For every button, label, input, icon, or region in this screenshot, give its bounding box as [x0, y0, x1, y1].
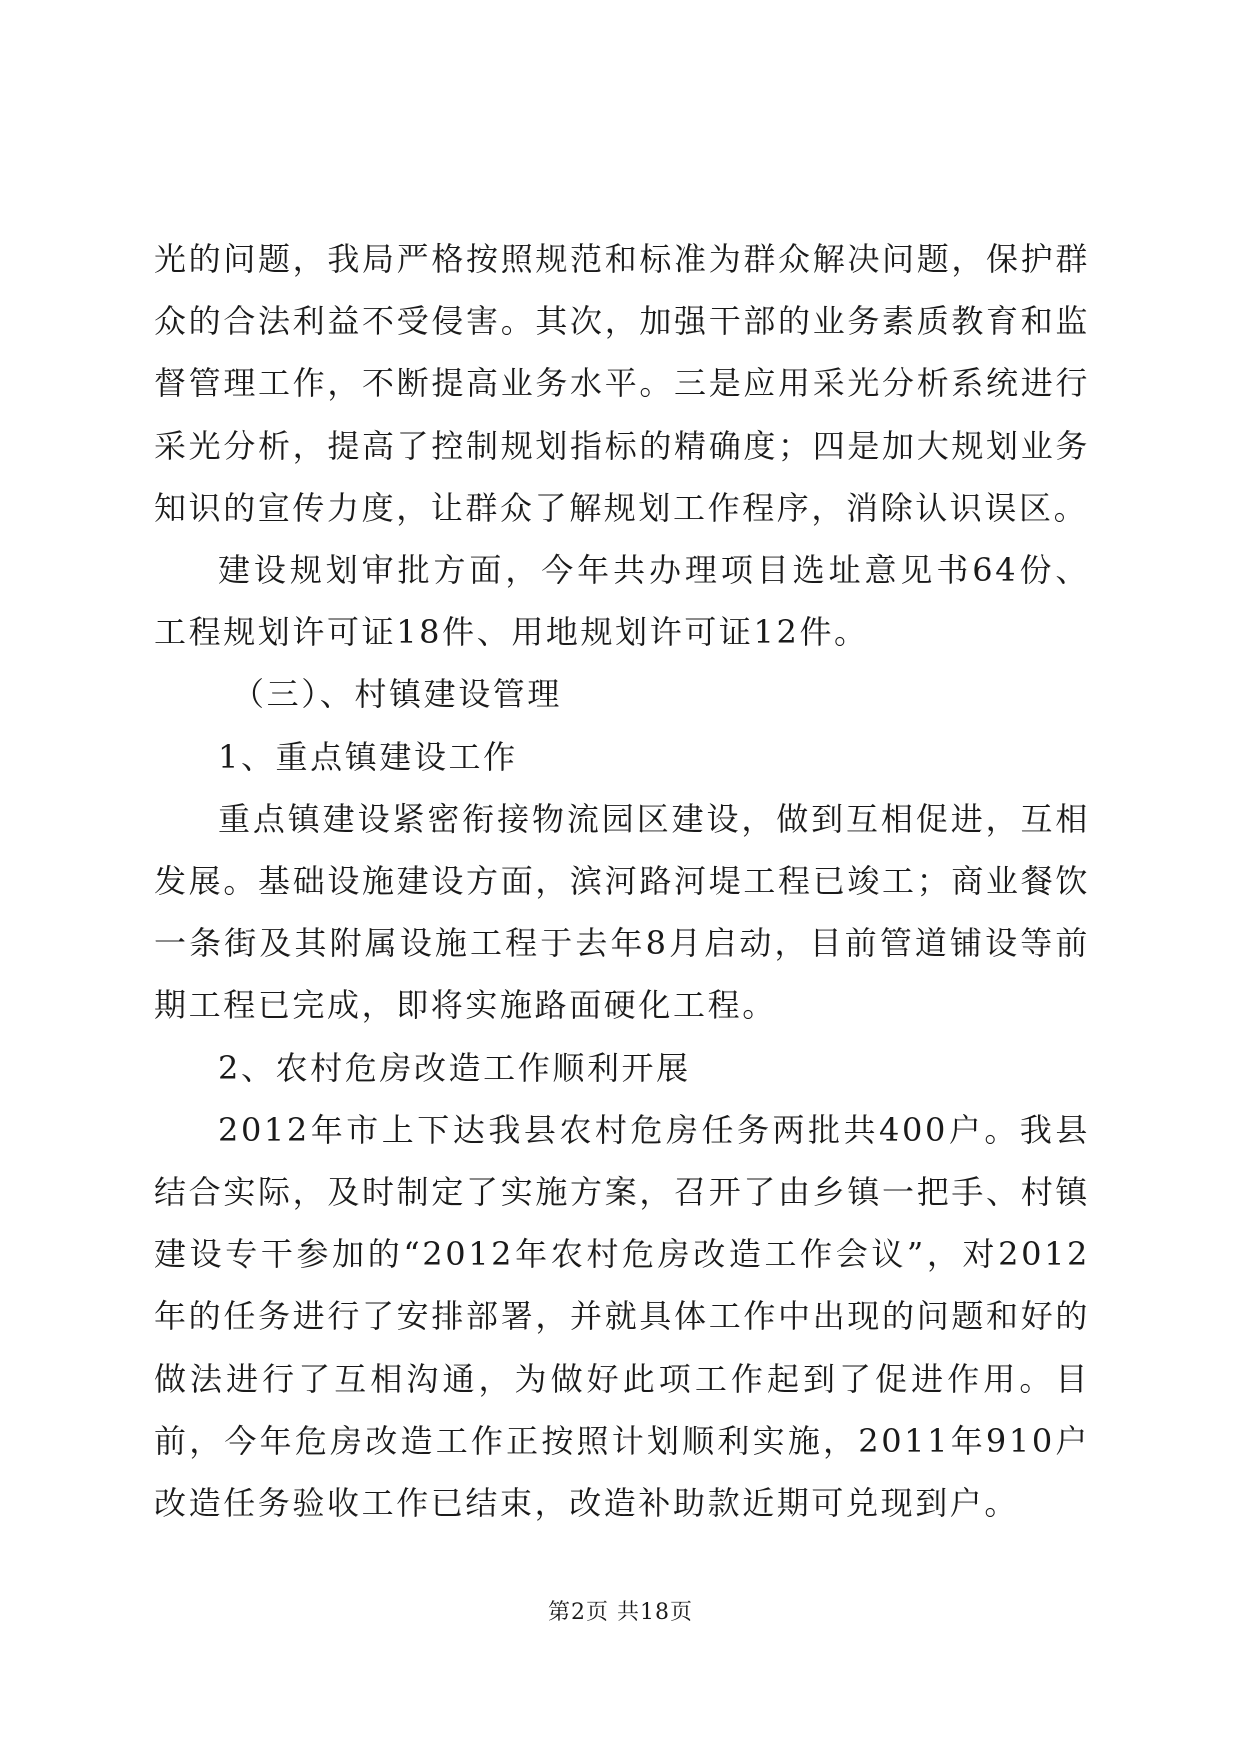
subheading-rural-housing: 2、农村危房改造工作顺利开展: [218, 1048, 691, 1087]
paragraph-key-town: 重点镇建设紧密衔接物流园区建设，做到互相促进，互相发展。基础设施建设方面，滨河路河堤工程已竣工；商业餐饮一条街及其附属设施工程于去年8月启动，目前管道铺设等前期工程已完成，即将实施路面硬化工程。: [154, 799, 1090, 1025]
paragraph-rural-housing: 2012年市上下达我县农村危房任务两批共400户。我县结合实际，及时制定了实施方案，召开了由乡镇一把手、村镇建设专干参加的“2012年农村危房改造工作会议”，对2012年的任务进行了安排部署，并就具体工作中出现的问题和好的做法进行了互相沟通，为做好此项工作起到了促进作用。目前，今年危房改造工作正按照计划顺利实施，2011年910户改造任务验收工作已结束，改造补助款近期可兑现到户。: [154, 1110, 1090, 1523]
page-number: 第2页 共18页: [548, 1600, 693, 1625]
document-body: [154, 228, 1090, 1534]
paragraph-planning-approval: 建设规划审批方面，今年共办理项目选址意见书64份、工程规划许可证18件、用地规划许可证12件。: [154, 551, 1090, 652]
page-footer: [0, 1598, 1241, 1628]
subheading-key-town: 1、重点镇建设工作: [218, 737, 518, 776]
section-heading-village-town: （三）、村镇建设管理: [232, 675, 563, 714]
paragraph-continuation: 光的问题，我局严格按照规范和标准为群众解决问题，保护群众的合法利益不受侵害。其次，加强干部的业务素质教育和监督管理工作，不断提高业务水平。三是应用采光分析系统进行采光分析，提高了控制规划指标的精确度；四是加大规划业务知识的宣传力度，让群众了解规划工作程序，消除认识误区。: [154, 240, 1090, 527]
